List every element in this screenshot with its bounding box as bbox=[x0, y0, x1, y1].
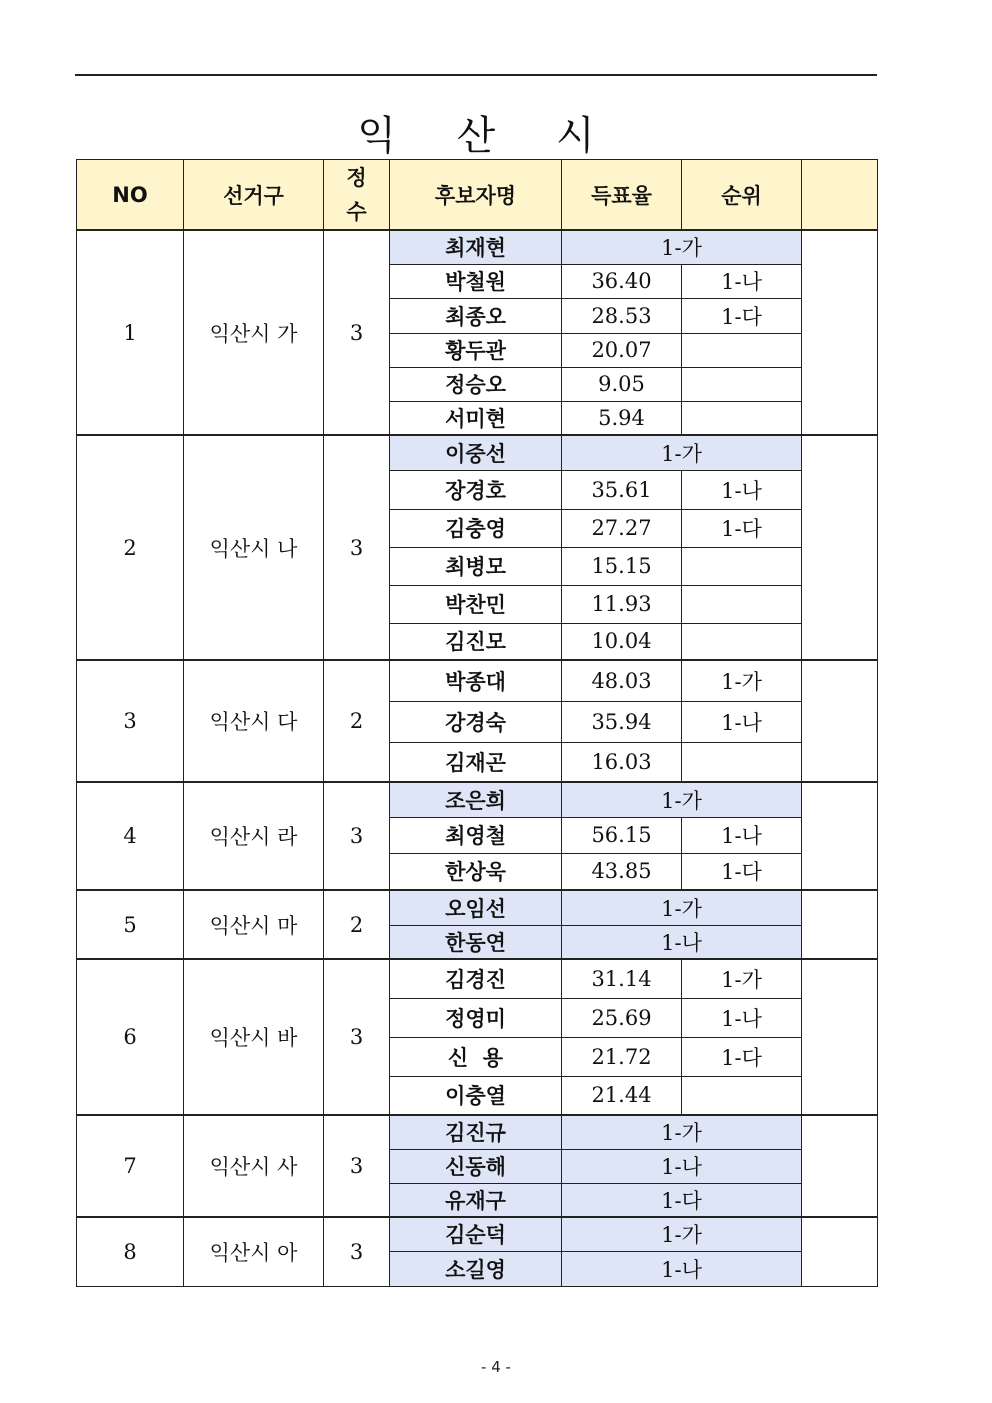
district-seats: 2 bbox=[324, 890, 390, 959]
candidate-name: 박찬민 bbox=[390, 585, 562, 623]
table-row bbox=[77, 435, 878, 470]
candidate-name: 최영철 bbox=[390, 817, 562, 853]
candidate-name: 김충영 bbox=[390, 509, 562, 547]
district-name: 익산시 나 bbox=[184, 435, 324, 660]
candidate-name: 최종오 bbox=[390, 298, 562, 333]
vote-rate: 48.03 bbox=[562, 660, 682, 701]
candidate-name: 최병모 bbox=[390, 547, 562, 585]
candidate-rank: 1-가 bbox=[562, 435, 802, 470]
district-seats: 3 bbox=[324, 959, 390, 1115]
district-seats: 2 bbox=[324, 660, 390, 782]
candidate-rank: 1-다 bbox=[562, 1183, 802, 1217]
candidate-name: 신동해 bbox=[390, 1149, 562, 1183]
vote-rate: 5.94 bbox=[562, 401, 682, 435]
vote-rate: 15.15 bbox=[562, 547, 682, 585]
district-no: 1 bbox=[77, 230, 184, 435]
candidate-rank bbox=[682, 623, 802, 660]
candidate-rank: 1-다 bbox=[682, 509, 802, 547]
candidate-rank: 1-나 bbox=[562, 925, 802, 959]
table-row bbox=[77, 660, 878, 701]
vote-rate: 27.27 bbox=[562, 509, 682, 547]
district-seats: 3 bbox=[324, 1217, 390, 1286]
district-name: 익산시 아 bbox=[184, 1217, 324, 1286]
candidate-name: 유재구 bbox=[390, 1183, 562, 1217]
header-no: NO bbox=[77, 160, 184, 231]
candidate-rank: 1-가 bbox=[682, 959, 802, 998]
candidate-rank: 1-다 bbox=[682, 1037, 802, 1076]
blank-cell bbox=[802, 782, 878, 890]
candidate-name: 김순덕 bbox=[390, 1217, 562, 1251]
candidate-name: 박종대 bbox=[390, 660, 562, 701]
candidate-rank bbox=[682, 1076, 802, 1115]
candidate-name: 한상욱 bbox=[390, 853, 562, 890]
header-district: 선거구 bbox=[184, 160, 324, 231]
district-seats: 3 bbox=[324, 1115, 390, 1217]
blank-cell bbox=[802, 660, 878, 782]
candidate-rank: 1-다 bbox=[682, 853, 802, 890]
candidate-rank: 1-나 bbox=[682, 817, 802, 853]
top-rule bbox=[75, 74, 877, 76]
district-name: 익산시 가 bbox=[184, 230, 324, 435]
candidate-name: 정승오 bbox=[390, 367, 562, 401]
candidate-rank: 1-나 bbox=[562, 1149, 802, 1183]
vote-rate: 11.93 bbox=[562, 585, 682, 623]
candidate-name: 김진모 bbox=[390, 623, 562, 660]
district-name: 익산시 마 bbox=[184, 890, 324, 959]
candidate-rank: 1-가 bbox=[562, 230, 802, 264]
table-row bbox=[77, 1115, 878, 1149]
page-number: - 4 - bbox=[481, 1358, 511, 1376]
vote-rate: 35.61 bbox=[562, 470, 682, 509]
table-row bbox=[77, 890, 878, 925]
vote-rate: 21.44 bbox=[562, 1076, 682, 1115]
district-name: 익산시 다 bbox=[184, 660, 324, 782]
page-title: 익 산 시 bbox=[357, 113, 619, 159]
blank-cell bbox=[802, 1115, 878, 1217]
candidate-rank bbox=[682, 401, 802, 435]
candidate-name: 서미현 bbox=[390, 401, 562, 435]
results-body bbox=[77, 230, 878, 1286]
vote-rate: 43.85 bbox=[562, 853, 682, 890]
candidate-rank: 1-가 bbox=[562, 890, 802, 925]
candidate-name: 김재곤 bbox=[390, 742, 562, 782]
candidate-name: 황두관 bbox=[390, 333, 562, 367]
candidate-name: 최재현 bbox=[390, 230, 562, 264]
candidate-name: 김경진 bbox=[390, 959, 562, 998]
district-no: 6 bbox=[77, 959, 184, 1115]
candidate-name: 이중선 bbox=[390, 435, 562, 470]
candidate-rank bbox=[682, 333, 802, 367]
vote-rate: 36.40 bbox=[562, 264, 682, 298]
district-no: 4 bbox=[77, 782, 184, 890]
table-row bbox=[77, 959, 878, 998]
vote-rate: 25.69 bbox=[562, 998, 682, 1037]
district-name: 익산시 바 bbox=[184, 959, 324, 1115]
candidate-name: 이충열 bbox=[390, 1076, 562, 1115]
table-row bbox=[77, 1217, 878, 1251]
candidate-name: 조은희 bbox=[390, 782, 562, 817]
district-seats: 3 bbox=[324, 230, 390, 435]
vote-rate: 56.15 bbox=[562, 817, 682, 853]
candidate-rank: 1-가 bbox=[562, 1217, 802, 1251]
candidate-rank: 1-나 bbox=[682, 998, 802, 1037]
candidate-name: 한동연 bbox=[390, 925, 562, 959]
vote-rate: 31.14 bbox=[562, 959, 682, 998]
candidate-rank: 1-가 bbox=[682, 660, 802, 701]
candidate-name: 강경숙 bbox=[390, 701, 562, 742]
district-name: 익산시 사 bbox=[184, 1115, 324, 1217]
blank-cell bbox=[802, 435, 878, 660]
header-seats-label: 정수 bbox=[346, 165, 367, 224]
district-seats: 3 bbox=[324, 435, 390, 660]
blank-cell bbox=[802, 890, 878, 959]
candidate-name: 박철원 bbox=[390, 264, 562, 298]
election-results-table bbox=[76, 159, 878, 1287]
candidate-rank: 1-나 bbox=[682, 264, 802, 298]
district-name: 익산시 라 bbox=[184, 782, 324, 890]
candidate-rank: 1-나 bbox=[682, 701, 802, 742]
candidate-name: 오임선 bbox=[390, 890, 562, 925]
blank-cell bbox=[802, 1217, 878, 1286]
vote-rate: 20.07 bbox=[562, 333, 682, 367]
district-no: 8 bbox=[77, 1217, 184, 1286]
candidate-name: 장경호 bbox=[390, 470, 562, 509]
candidate-name: 김진규 bbox=[390, 1115, 562, 1149]
header-rank: 순위 bbox=[682, 160, 802, 231]
header-seats bbox=[324, 160, 390, 231]
candidate-rank: 1-나 bbox=[562, 1251, 802, 1286]
vote-rate: 21.72 bbox=[562, 1037, 682, 1076]
candidate-name: 소길영 bbox=[390, 1251, 562, 1286]
candidate-rank bbox=[682, 547, 802, 585]
vote-rate: 28.53 bbox=[562, 298, 682, 333]
vote-rate: 9.05 bbox=[562, 367, 682, 401]
vote-rate: 16.03 bbox=[562, 742, 682, 782]
district-no: 7 bbox=[77, 1115, 184, 1217]
district-seats: 3 bbox=[324, 782, 390, 890]
district-no: 2 bbox=[77, 435, 184, 660]
candidate-rank bbox=[682, 585, 802, 623]
district-no: 3 bbox=[77, 660, 184, 782]
vote-rate: 35.94 bbox=[562, 701, 682, 742]
candidate-name: 정영미 bbox=[390, 998, 562, 1037]
candidate-name: 신 용 bbox=[390, 1037, 562, 1076]
candidate-rank: 1-다 bbox=[682, 298, 802, 333]
table-row bbox=[77, 230, 878, 264]
candidate-rank: 1-나 bbox=[682, 470, 802, 509]
candidate-rank bbox=[682, 367, 802, 401]
candidate-rank: 1-가 bbox=[562, 1115, 802, 1149]
candidate-rank: 1-가 bbox=[562, 782, 802, 817]
blank-cell bbox=[802, 230, 878, 435]
header-candidate: 후보자명 bbox=[390, 160, 562, 231]
header-blank bbox=[802, 160, 878, 231]
header-vote-rate: 득표율 bbox=[562, 160, 682, 231]
vote-rate: 10.04 bbox=[562, 623, 682, 660]
header-row bbox=[77, 160, 878, 231]
candidate-rank bbox=[682, 742, 802, 782]
blank-cell bbox=[802, 959, 878, 1115]
district-no: 5 bbox=[77, 890, 184, 959]
table-row bbox=[77, 782, 878, 817]
